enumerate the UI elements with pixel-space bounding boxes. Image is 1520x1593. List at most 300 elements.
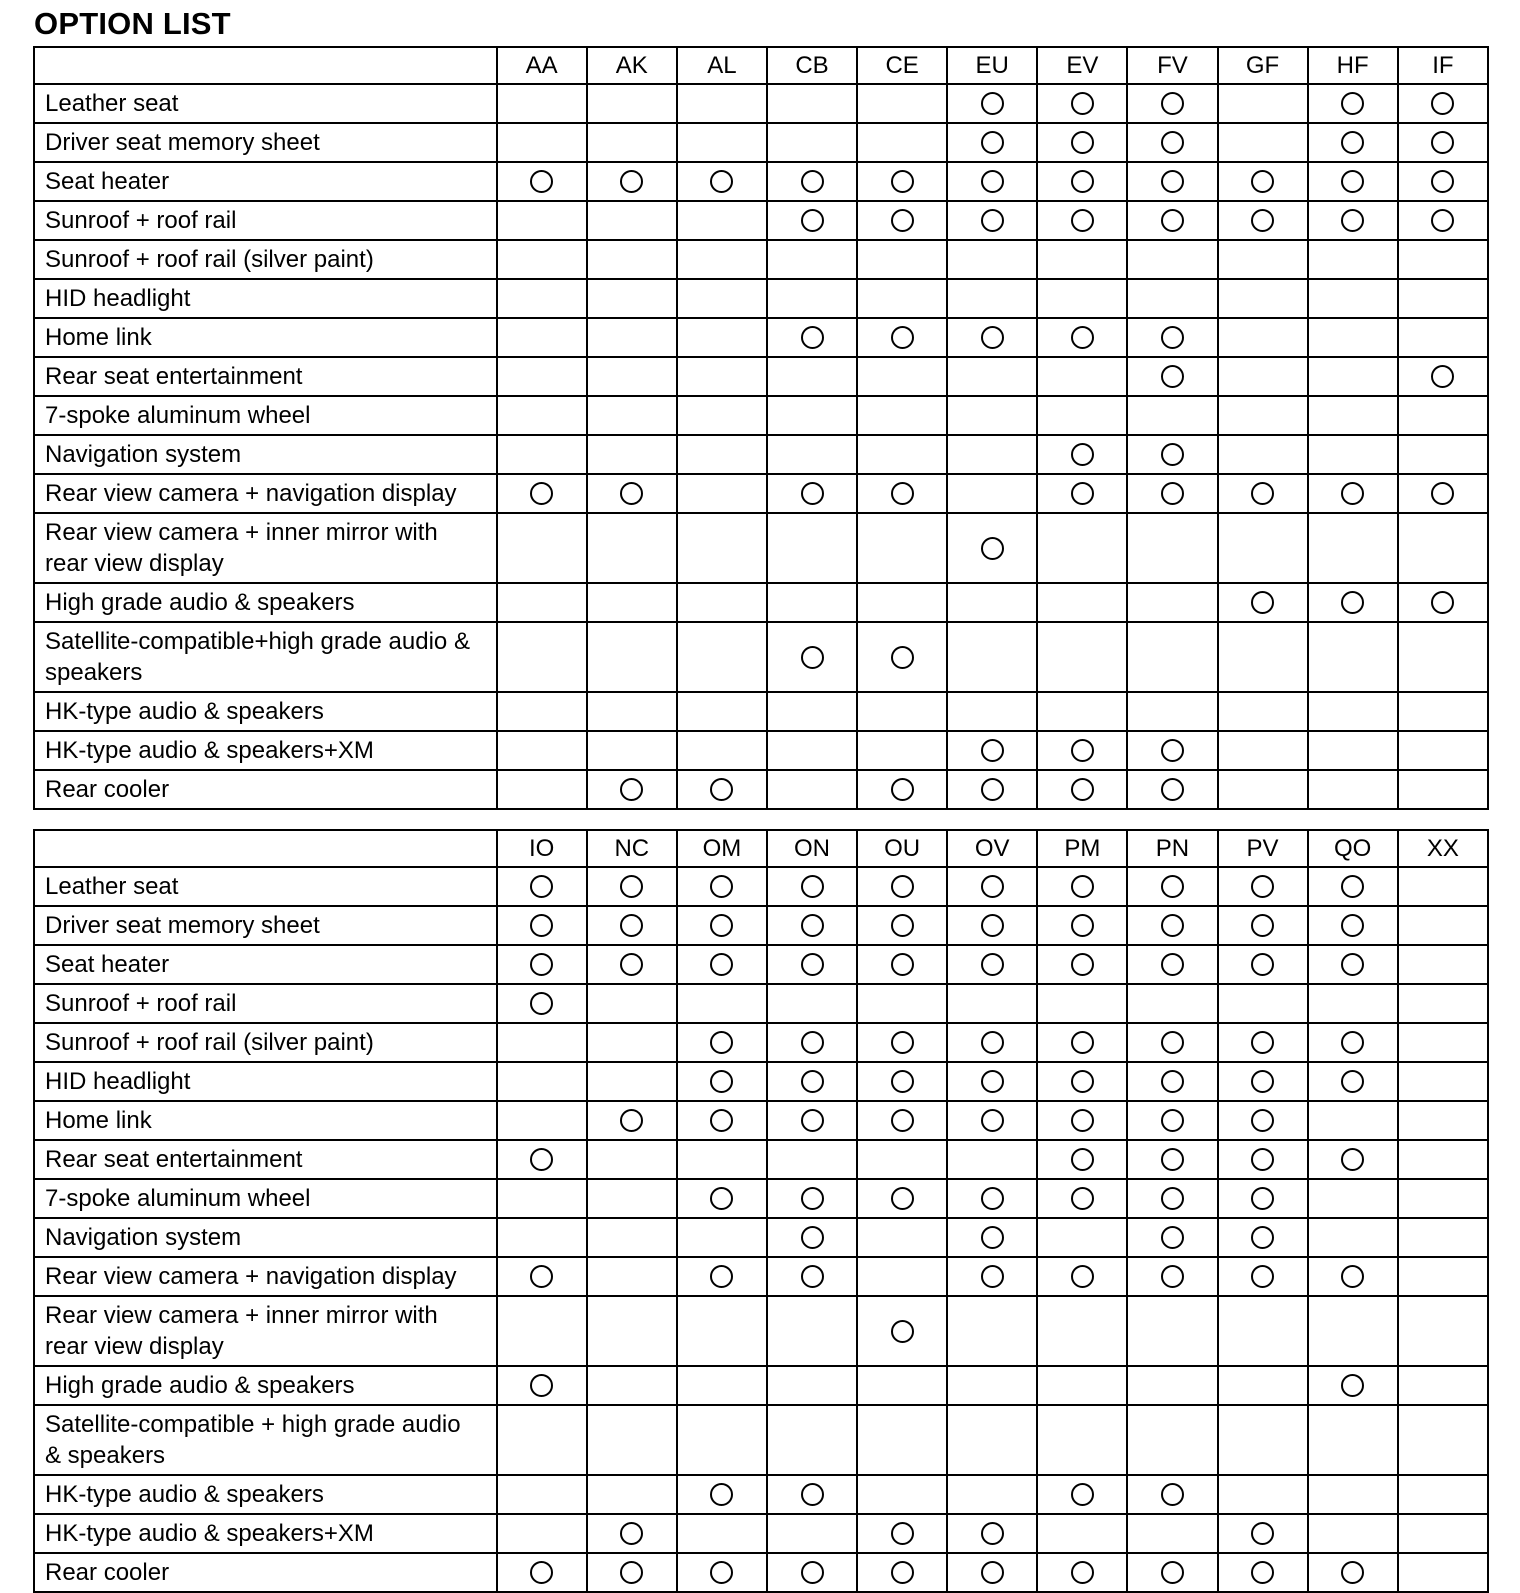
mark-cell-io bbox=[497, 1553, 587, 1592]
mark-cell-if bbox=[1398, 583, 1488, 622]
circle-mark-icon bbox=[1341, 170, 1364, 193]
mark-cell-eu bbox=[947, 123, 1037, 162]
circle-mark-icon bbox=[801, 1187, 824, 1210]
circle-mark-icon bbox=[1431, 209, 1454, 232]
mark-cell-al bbox=[677, 318, 767, 357]
mark-cell-om bbox=[677, 1179, 767, 1218]
mark-cell-eu bbox=[947, 731, 1037, 770]
mark-cell-nc bbox=[587, 1475, 677, 1514]
circle-mark-icon bbox=[1161, 914, 1184, 937]
mark-cell-io bbox=[497, 1179, 587, 1218]
mark-cell-om bbox=[677, 1062, 767, 1101]
mark-cell-on bbox=[767, 1366, 857, 1405]
mark-cell-om bbox=[677, 1257, 767, 1296]
option-label: Driver seat memory sheet bbox=[34, 123, 497, 162]
circle-mark-icon bbox=[1251, 875, 1274, 898]
mark-cell-fv bbox=[1127, 731, 1217, 770]
mark-cell-pn bbox=[1127, 1179, 1217, 1218]
table-row bbox=[34, 1405, 1488, 1475]
page-title: OPTION LIST bbox=[34, 6, 231, 41]
mark-cell-ev bbox=[1037, 396, 1127, 435]
mark-cell-pv bbox=[1218, 1179, 1308, 1218]
mark-cell-ce bbox=[857, 318, 947, 357]
mark-cell-nc bbox=[587, 1062, 677, 1101]
mark-cell-ou bbox=[857, 1405, 947, 1475]
circle-mark-icon bbox=[710, 914, 733, 937]
mark-cell-if bbox=[1398, 318, 1488, 357]
option-label: Seat heater bbox=[34, 162, 497, 201]
circle-mark-icon bbox=[1431, 92, 1454, 115]
circle-mark-icon bbox=[801, 875, 824, 898]
mark-cell-ov bbox=[947, 1023, 1037, 1062]
header-row bbox=[34, 47, 1488, 84]
circle-mark-icon bbox=[1071, 1561, 1094, 1584]
circle-mark-icon bbox=[1161, 1148, 1184, 1171]
mark-cell-pv bbox=[1218, 867, 1308, 906]
mark-cell-pv bbox=[1218, 1296, 1308, 1366]
mark-cell-ou bbox=[857, 1553, 947, 1592]
mark-cell-ce bbox=[857, 435, 947, 474]
mark-cell-ov bbox=[947, 945, 1037, 984]
mark-cell-al bbox=[677, 513, 767, 583]
mark-cell-aa bbox=[497, 435, 587, 474]
circle-mark-icon bbox=[801, 170, 824, 193]
circle-mark-icon bbox=[710, 1070, 733, 1093]
mark-cell-pm bbox=[1037, 1179, 1127, 1218]
mark-cell-cb bbox=[767, 731, 857, 770]
option-label: Rear seat entertainment bbox=[34, 357, 497, 396]
option-label-line: Rear view camera + inner mirror with bbox=[45, 1302, 438, 1329]
mark-cell-aa bbox=[497, 396, 587, 435]
mark-cell-eu bbox=[947, 513, 1037, 583]
mark-cell-ov bbox=[947, 1475, 1037, 1514]
mark-cell-om bbox=[677, 1296, 767, 1366]
mark-cell-nc bbox=[587, 1553, 677, 1592]
mark-cell-cb bbox=[767, 279, 857, 318]
mark-cell-pm bbox=[1037, 1257, 1127, 1296]
mark-cell-ce bbox=[857, 123, 947, 162]
mark-cell-fv bbox=[1127, 162, 1217, 201]
mark-cell-ce bbox=[857, 162, 947, 201]
mark-cell-hf bbox=[1308, 692, 1398, 731]
mark-cell-eu bbox=[947, 396, 1037, 435]
header-corner-cell bbox=[34, 830, 497, 867]
mark-cell-ou bbox=[857, 945, 947, 984]
circle-mark-icon bbox=[1341, 1265, 1364, 1288]
mark-cell-ev bbox=[1037, 622, 1127, 692]
circle-mark-icon bbox=[530, 482, 553, 505]
circle-mark-icon bbox=[1071, 1148, 1094, 1171]
mark-cell-gf bbox=[1218, 396, 1308, 435]
mark-cell-al bbox=[677, 583, 767, 622]
circle-mark-icon bbox=[891, 1320, 914, 1343]
mark-cell-if bbox=[1398, 123, 1488, 162]
mark-cell-ev bbox=[1037, 474, 1127, 513]
mark-cell-eu bbox=[947, 622, 1037, 692]
mark-cell-ov bbox=[947, 1514, 1037, 1553]
circle-mark-icon bbox=[710, 1265, 733, 1288]
mark-cell-io bbox=[497, 906, 587, 945]
mark-cell-pm bbox=[1037, 1140, 1127, 1179]
mark-cell-ou bbox=[857, 1366, 947, 1405]
circle-mark-icon bbox=[1251, 1070, 1274, 1093]
mark-cell-qo bbox=[1308, 1296, 1398, 1366]
mark-cell-ov bbox=[947, 867, 1037, 906]
option-table-2 bbox=[33, 829, 1489, 1593]
mark-cell-eu bbox=[947, 318, 1037, 357]
mark-cell-pm bbox=[1037, 1296, 1127, 1366]
table-row bbox=[34, 1366, 1488, 1405]
table-row bbox=[34, 1101, 1488, 1140]
circle-mark-icon bbox=[1071, 1031, 1094, 1054]
mark-cell-ev bbox=[1037, 513, 1127, 583]
circle-mark-icon bbox=[1341, 131, 1364, 154]
mark-cell-xx bbox=[1398, 1405, 1488, 1475]
column-code-ou: OU bbox=[857, 830, 947, 867]
option-label: Sunroof + roof rail bbox=[34, 984, 497, 1023]
circle-mark-icon bbox=[1251, 1561, 1274, 1584]
option-label: HK-type audio & speakers bbox=[34, 692, 497, 731]
mark-cell-pn bbox=[1127, 1101, 1217, 1140]
mark-cell-gf bbox=[1218, 435, 1308, 474]
mark-cell-ak bbox=[587, 201, 677, 240]
circle-mark-icon bbox=[1161, 1561, 1184, 1584]
mark-cell-xx bbox=[1398, 1023, 1488, 1062]
mark-cell-pn bbox=[1127, 1062, 1217, 1101]
mark-cell-gf bbox=[1218, 770, 1308, 809]
mark-cell-pv bbox=[1218, 1218, 1308, 1257]
mark-cell-ak bbox=[587, 318, 677, 357]
mark-cell-al bbox=[677, 279, 767, 318]
table-row bbox=[34, 1514, 1488, 1553]
mark-cell-om bbox=[677, 984, 767, 1023]
circle-mark-icon bbox=[981, 1265, 1004, 1288]
mark-cell-ou bbox=[857, 867, 947, 906]
circle-mark-icon bbox=[1341, 875, 1364, 898]
mark-cell-nc bbox=[587, 984, 677, 1023]
mark-cell-nc bbox=[587, 1101, 677, 1140]
mark-cell-fv bbox=[1127, 770, 1217, 809]
mark-cell-pm bbox=[1037, 1101, 1127, 1140]
mark-cell-io bbox=[497, 1405, 587, 1475]
circle-mark-icon bbox=[1071, 443, 1094, 466]
mark-cell-ce bbox=[857, 396, 947, 435]
mark-cell-eu bbox=[947, 279, 1037, 318]
column-code-on: ON bbox=[767, 830, 857, 867]
mark-cell-ak bbox=[587, 279, 677, 318]
mark-cell-ou bbox=[857, 1218, 947, 1257]
mark-cell-aa bbox=[497, 770, 587, 809]
circle-mark-icon bbox=[1341, 1031, 1364, 1054]
mark-cell-ou bbox=[857, 1514, 947, 1553]
mark-cell-pn bbox=[1127, 1553, 1217, 1592]
circle-mark-icon bbox=[981, 209, 1004, 232]
mark-cell-aa bbox=[497, 731, 587, 770]
mark-cell-ov bbox=[947, 1405, 1037, 1475]
table-row bbox=[34, 162, 1488, 201]
mark-cell-aa bbox=[497, 240, 587, 279]
mark-cell-aa bbox=[497, 692, 587, 731]
circle-mark-icon bbox=[1431, 482, 1454, 505]
mark-cell-xx bbox=[1398, 1296, 1488, 1366]
mark-cell-ov bbox=[947, 984, 1037, 1023]
mark-cell-fv bbox=[1127, 357, 1217, 396]
mark-cell-xx bbox=[1398, 1218, 1488, 1257]
mark-cell-ev bbox=[1037, 84, 1127, 123]
column-code-fv: FV bbox=[1127, 47, 1217, 84]
mark-cell-al bbox=[677, 396, 767, 435]
mark-cell-om bbox=[677, 1475, 767, 1514]
circle-mark-icon bbox=[1161, 92, 1184, 115]
mark-cell-pn bbox=[1127, 1475, 1217, 1514]
table-row bbox=[34, 1475, 1488, 1514]
circle-mark-icon bbox=[1161, 131, 1184, 154]
circle-mark-icon bbox=[1431, 131, 1454, 154]
circle-mark-icon bbox=[620, 778, 643, 801]
option-label-line: speakers bbox=[45, 659, 143, 686]
table-row bbox=[34, 1296, 1488, 1366]
circle-mark-icon bbox=[1341, 92, 1364, 115]
mark-cell-ce bbox=[857, 583, 947, 622]
table-row bbox=[34, 1179, 1488, 1218]
mark-cell-ov bbox=[947, 906, 1037, 945]
option-label: High grade audio & speakers bbox=[34, 583, 497, 622]
mark-cell-pm bbox=[1037, 1023, 1127, 1062]
circle-mark-icon bbox=[1251, 1265, 1274, 1288]
table-row bbox=[34, 513, 1488, 583]
circle-mark-icon bbox=[620, 875, 643, 898]
circle-mark-icon bbox=[710, 953, 733, 976]
circle-mark-icon bbox=[801, 1109, 824, 1132]
mark-cell-nc bbox=[587, 1218, 677, 1257]
option-label bbox=[34, 1296, 497, 1366]
mark-cell-eu bbox=[947, 84, 1037, 123]
mark-cell-al bbox=[677, 84, 767, 123]
mark-cell-ev bbox=[1037, 770, 1127, 809]
circle-mark-icon bbox=[801, 914, 824, 937]
circle-mark-icon bbox=[710, 1561, 733, 1584]
mark-cell-pn bbox=[1127, 1405, 1217, 1475]
mark-cell-ou bbox=[857, 1475, 947, 1514]
table-row bbox=[34, 318, 1488, 357]
mark-cell-on bbox=[767, 1179, 857, 1218]
option-label: Driver seat memory sheet bbox=[34, 906, 497, 945]
mark-cell-fv bbox=[1127, 318, 1217, 357]
table-row bbox=[34, 1553, 1488, 1592]
table-row bbox=[34, 240, 1488, 279]
mark-cell-fv bbox=[1127, 201, 1217, 240]
circle-mark-icon bbox=[801, 209, 824, 232]
mark-cell-pm bbox=[1037, 984, 1127, 1023]
mark-cell-ov bbox=[947, 1179, 1037, 1218]
mark-cell-nc bbox=[587, 1179, 677, 1218]
mark-cell-cb bbox=[767, 435, 857, 474]
mark-cell-fv bbox=[1127, 435, 1217, 474]
mark-cell-eu bbox=[947, 435, 1037, 474]
option-label bbox=[34, 1405, 497, 1475]
mark-cell-al bbox=[677, 240, 767, 279]
mark-cell-ov bbox=[947, 1140, 1037, 1179]
circle-mark-icon bbox=[981, 1561, 1004, 1584]
mark-cell-io bbox=[497, 1023, 587, 1062]
circle-mark-icon bbox=[801, 1561, 824, 1584]
option-label bbox=[34, 622, 497, 692]
circle-mark-icon bbox=[1071, 482, 1094, 505]
circle-mark-icon bbox=[1071, 778, 1094, 801]
mark-cell-fv bbox=[1127, 396, 1217, 435]
mark-cell-qo bbox=[1308, 1366, 1398, 1405]
mark-cell-ce bbox=[857, 84, 947, 123]
column-code-gf: GF bbox=[1218, 47, 1308, 84]
mark-cell-xx bbox=[1398, 984, 1488, 1023]
mark-cell-on bbox=[767, 1062, 857, 1101]
circle-mark-icon bbox=[981, 1031, 1004, 1054]
mark-cell-aa bbox=[497, 162, 587, 201]
mark-cell-hf bbox=[1308, 123, 1398, 162]
circle-mark-icon bbox=[710, 1109, 733, 1132]
column-code-pv: PV bbox=[1218, 830, 1308, 867]
mark-cell-pv bbox=[1218, 1257, 1308, 1296]
mark-cell-pm bbox=[1037, 1405, 1127, 1475]
mark-cell-qo bbox=[1308, 1179, 1398, 1218]
mark-cell-aa bbox=[497, 318, 587, 357]
circle-mark-icon bbox=[710, 170, 733, 193]
circle-mark-icon bbox=[1071, 1070, 1094, 1093]
mark-cell-if bbox=[1398, 435, 1488, 474]
mark-cell-om bbox=[677, 1023, 767, 1062]
mark-cell-ou bbox=[857, 1023, 947, 1062]
circle-mark-icon bbox=[981, 326, 1004, 349]
circle-mark-icon bbox=[1431, 591, 1454, 614]
circle-mark-icon bbox=[710, 1483, 733, 1506]
circle-mark-icon bbox=[891, 778, 914, 801]
mark-cell-on bbox=[767, 906, 857, 945]
mark-cell-pm bbox=[1037, 945, 1127, 984]
circle-mark-icon bbox=[1161, 1070, 1184, 1093]
mark-cell-gf bbox=[1218, 279, 1308, 318]
circle-mark-icon bbox=[1161, 953, 1184, 976]
mark-cell-ce bbox=[857, 240, 947, 279]
circle-mark-icon bbox=[981, 170, 1004, 193]
mark-cell-if bbox=[1398, 474, 1488, 513]
circle-mark-icon bbox=[981, 92, 1004, 115]
mark-cell-pv bbox=[1218, 984, 1308, 1023]
mark-cell-gf bbox=[1218, 692, 1308, 731]
mark-cell-aa bbox=[497, 84, 587, 123]
table-row bbox=[34, 731, 1488, 770]
option-label: Leather seat bbox=[34, 867, 497, 906]
mark-cell-ce bbox=[857, 692, 947, 731]
mark-cell-pv bbox=[1218, 1140, 1308, 1179]
mark-cell-qo bbox=[1308, 1514, 1398, 1553]
mark-cell-if bbox=[1398, 279, 1488, 318]
option-label: High grade audio & speakers bbox=[34, 1366, 497, 1405]
mark-cell-io bbox=[497, 1366, 587, 1405]
mark-cell-if bbox=[1398, 770, 1488, 809]
mark-cell-qo bbox=[1308, 1218, 1398, 1257]
mark-cell-pv bbox=[1218, 1023, 1308, 1062]
mark-cell-om bbox=[677, 1553, 767, 1592]
mark-cell-gf bbox=[1218, 583, 1308, 622]
mark-cell-cb bbox=[767, 396, 857, 435]
table-row bbox=[34, 906, 1488, 945]
mark-cell-cb bbox=[767, 318, 857, 357]
column-code-if: IF bbox=[1398, 47, 1488, 84]
mark-cell-on bbox=[767, 1140, 857, 1179]
mark-cell-om bbox=[677, 1405, 767, 1475]
mark-cell-al bbox=[677, 622, 767, 692]
mark-cell-al bbox=[677, 731, 767, 770]
mark-cell-gf bbox=[1218, 162, 1308, 201]
circle-mark-icon bbox=[1251, 591, 1274, 614]
option-label-line: rear view display bbox=[45, 550, 224, 577]
mark-cell-ak bbox=[587, 162, 677, 201]
table-row bbox=[34, 279, 1488, 318]
circle-mark-icon bbox=[530, 1265, 553, 1288]
mark-cell-hf bbox=[1308, 279, 1398, 318]
option-label bbox=[34, 513, 497, 583]
circle-mark-icon bbox=[891, 646, 914, 669]
mark-cell-io bbox=[497, 1140, 587, 1179]
circle-mark-icon bbox=[710, 778, 733, 801]
mark-cell-on bbox=[767, 1405, 857, 1475]
column-code-ce: CE bbox=[857, 47, 947, 84]
circle-mark-icon bbox=[891, 326, 914, 349]
mark-cell-ev bbox=[1037, 357, 1127, 396]
column-code-aa: AA bbox=[497, 47, 587, 84]
table-row bbox=[34, 435, 1488, 474]
mark-cell-nc bbox=[587, 1296, 677, 1366]
mark-cell-ev bbox=[1037, 583, 1127, 622]
mark-cell-ak bbox=[587, 770, 677, 809]
mark-cell-ev bbox=[1037, 162, 1127, 201]
circle-mark-icon bbox=[1161, 365, 1184, 388]
mark-cell-hf bbox=[1308, 162, 1398, 201]
circle-mark-icon bbox=[891, 1109, 914, 1132]
option-label: Sunroof + roof rail bbox=[34, 201, 497, 240]
mark-cell-hf bbox=[1308, 770, 1398, 809]
table-row bbox=[34, 1140, 1488, 1179]
circle-mark-icon bbox=[1251, 953, 1274, 976]
mark-cell-pv bbox=[1218, 1366, 1308, 1405]
circle-mark-icon bbox=[530, 992, 553, 1015]
circle-mark-icon bbox=[1071, 1109, 1094, 1132]
mark-cell-eu bbox=[947, 474, 1037, 513]
mark-cell-on bbox=[767, 1218, 857, 1257]
table-row bbox=[34, 357, 1488, 396]
circle-mark-icon bbox=[1161, 1187, 1184, 1210]
mark-cell-qo bbox=[1308, 1553, 1398, 1592]
mark-cell-ou bbox=[857, 1179, 947, 1218]
mark-cell-hf bbox=[1308, 731, 1398, 770]
circle-mark-icon bbox=[1161, 326, 1184, 349]
mark-cell-fv bbox=[1127, 240, 1217, 279]
table-row bbox=[34, 867, 1488, 906]
circle-mark-icon bbox=[620, 1109, 643, 1132]
circle-mark-icon bbox=[1251, 1148, 1274, 1171]
mark-cell-om bbox=[677, 945, 767, 984]
mark-cell-om bbox=[677, 1366, 767, 1405]
mark-cell-al bbox=[677, 162, 767, 201]
mark-cell-ev bbox=[1037, 318, 1127, 357]
mark-cell-ev bbox=[1037, 279, 1127, 318]
option-label: HID headlight bbox=[34, 279, 497, 318]
mark-cell-al bbox=[677, 357, 767, 396]
mark-cell-nc bbox=[587, 1514, 677, 1553]
mark-cell-hf bbox=[1308, 318, 1398, 357]
header-row bbox=[34, 830, 1488, 867]
circle-mark-icon bbox=[620, 170, 643, 193]
